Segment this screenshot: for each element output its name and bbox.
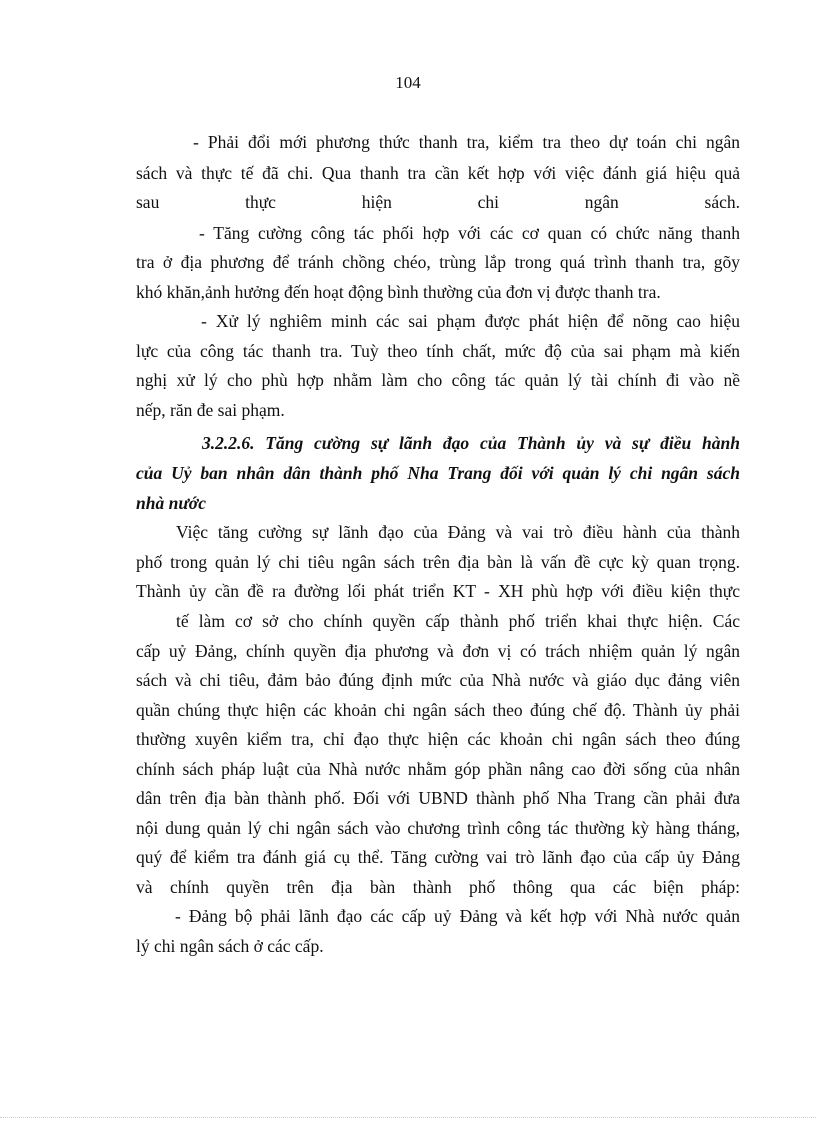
page-number: 104 bbox=[395, 73, 421, 92]
text-line: thường xuyên kiểm tra, chỉ đạo thực hiện các khoản chi ngân sách theo đúng bbox=[136, 729, 740, 749]
section-heading: của Uỷ ban nhân dân thành phố Nha Trang đối với quản lý chi ngân sách bbox=[136, 463, 740, 483]
text-line: lực của công tác thanh tra. Tuỳ theo tính chất, mức độ của sai phạm mà kiến bbox=[136, 341, 740, 361]
text-line: nếp, răn đe sai phạm. bbox=[136, 400, 285, 420]
text-line: dân trên địa bàn thành phố. Đối với UBND thành phố Nha Trang cần phải đưa bbox=[136, 788, 740, 808]
page-bottom-border bbox=[0, 1117, 816, 1118]
text-line: lý chi ngân sách ở các cấp. bbox=[136, 936, 324, 956]
text-line: và chính quyền trên địa bàn thành phố thông qua các biện pháp: bbox=[136, 877, 740, 897]
text-line: phố trong quản lý chi tiêu ngân sách trên địa bàn là vấn đề cực kỳ quan trọng. bbox=[136, 552, 740, 572]
text-line: sách và thực tế đã chi. Qua thanh tra cần kết hợp với việc đánh giá hiệu quả bbox=[136, 163, 740, 183]
text-line: - Đảng bộ phải lãnh đạo các cấp uỷ Đảng và kết hợp với Nhà nước quản bbox=[175, 906, 740, 926]
text-line: cấp uỷ Đảng, chính quyền địa phương và đơn vị có trách nhiệm quản lý ngân bbox=[136, 641, 740, 661]
text-line: quần chúng thực hiện các khoản chi ngân sách theo đúng chế độ. Thành ủy phải bbox=[136, 700, 740, 720]
text-line: Việc tăng cường sự lãnh đạo của Đảng và vai trò điều hành của thành bbox=[176, 522, 740, 542]
text-line: chính sách pháp luật của Nhà nước nhằm góp phần nâng cao đời sống của nhân bbox=[136, 759, 740, 779]
section-heading: 3.2.2.6. Tăng cường sự lãnh đạo của Thành ủy và sự điều hành bbox=[202, 433, 740, 453]
text-line: sau thực hiện chi ngân sách. bbox=[136, 192, 740, 212]
text-line: nghị xử lý cho phù hợp nhằm làm cho công tác quản lý tài chính đi vào nề bbox=[136, 370, 740, 390]
section-heading: nhà nước bbox=[136, 493, 206, 513]
text-line: nội dung quản lý chi ngân sách vào chương trình công tác thường kỳ hàng tháng, bbox=[136, 818, 740, 838]
text-line: Thành ủy cần đề ra đường lối phát triển KT - XH phù hợp với điều kiện thực bbox=[136, 581, 740, 601]
text-line: tra ở địa phương để tránh chồng chéo, trùng lắp trong quá trình thanh tra, gõy bbox=[136, 252, 740, 272]
text-line: - Tăng cường công tác phối hợp với các cơ quan có chức năng thanh bbox=[199, 223, 740, 243]
text-line: sách và chi tiêu, đảm bảo đúng định mức của Nhà nước và giáo dục đảng viên bbox=[136, 670, 740, 690]
text-line: quý để kiểm tra đánh giá cụ thể. Tăng cường vai trò lãnh đạo của cấp ủy Đảng bbox=[136, 847, 740, 867]
text-line: - Xử lý nghiêm minh các sai phạm được phát hiện để nõng cao hiệu bbox=[201, 311, 740, 331]
text-line: tế làm cơ sở cho chính quyền cấp thành phố triển khai thực hiện. Các bbox=[176, 611, 740, 631]
text-line: khó khăn,ảnh hưởng đến hoạt động bình thường của đơn vị được thanh tra. bbox=[136, 282, 661, 302]
text-line: - Phải đổi mới phương thức thanh tra, kiểm tra theo dự toán chi ngân bbox=[193, 132, 740, 152]
